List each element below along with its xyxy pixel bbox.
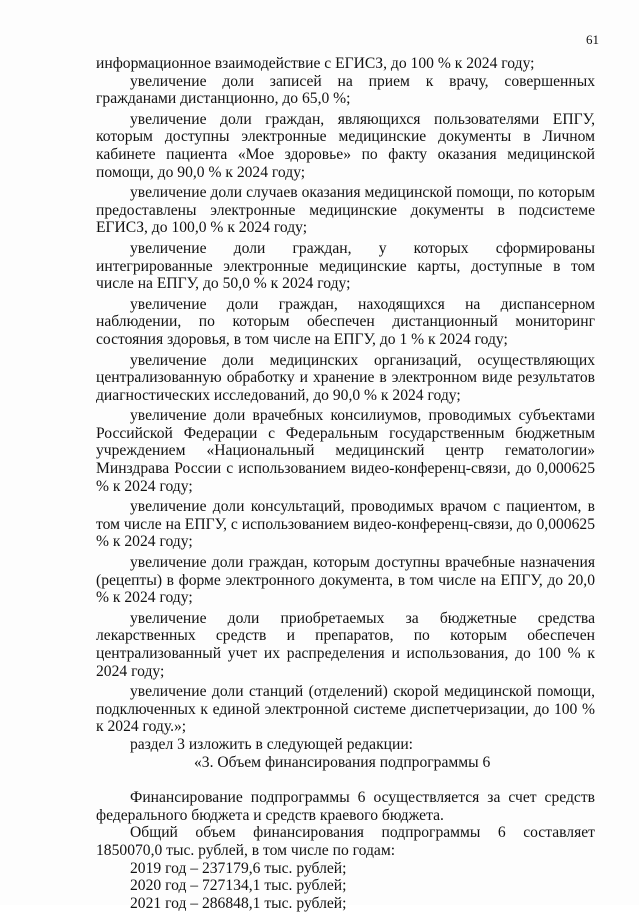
paragraph: увеличение доли медицинских организаций, осуществляющих централизованную обработку и хранение в электронном виде результатов диагностических исследований, до 90,0 % к 2024 году;: [96, 351, 595, 404]
section-gap: [96, 771, 595, 789]
financing-total: Общий объем финансирования подпрограммы 6 составляет 1850070,0 тыс. рублей, в том числе по годам:: [96, 824, 595, 859]
page-number: 61: [586, 32, 599, 47]
paragraph: увеличение доли станций (отделений) скорой медицинской помощи, подключенных к единой электронной системе диспетчеризации, до 100 % к 2024 году.»;: [96, 683, 595, 736]
paragraph: увеличение доли граждан, являющихся пользователями ЕПГУ, которым доступны электронные медицинские документы в Личном кабинете пациента «Мое здоровье» по факту оказания медицинской помощи, до 90,0 % к 2024 году;: [96, 110, 595, 181]
paragraph: увеличение доли граждан, у которых сформированы интегрированные электронные медицинские карты, доступные в том числе на ЕПГУ, до 50,0 % к 2024 году;: [96, 239, 595, 293]
paragraph: увеличение доли консультаций, проводимых врачом с пациентом, в том числе на ЕПГУ, с использованием видео-конференц-связи, до 0,000625 % к 2024 году;: [96, 498, 595, 551]
paragraph: раздел 3 изложить в следующей редакции:: [130, 735, 414, 753]
paragraph: увеличение доли граждан, находящихся на диспансерном наблюдении, по которым обеспечен дистанционный мониторинг состояния здоровья, в том числе на ЕПГУ, до 1 % к 2024 году;: [96, 295, 595, 348]
financing-year-item: 2020 год – 727134,1 тыс. рублей;: [130, 877, 347, 895]
financing-intro: Финансирование подпрограммы 6 осуществляется за счет средств федерального бюджета и средств краевого бюджета.: [96, 789, 595, 824]
section-title: «3. Объем финансирования подпрограммы 6: [194, 753, 491, 771]
paragraph: увеличение доли приобретаемых за бюджетные средства лекарственных средств и препаратов, по которым обеспечен централизованный учет их распределения и использования, до 100 % к 2024 году;: [96, 609, 595, 680]
document-body: [96, 55, 595, 912]
financing-year-item: 2021 год – 286848,1 тыс. рублей;: [130, 894, 347, 912]
paragraph: увеличение доли граждан, которым доступны врачебные назначения (рецепты) в форме электронного документа, в том числе на ЕПГУ, до 20,0 % к 2024 году;: [96, 554, 595, 607]
financing-year-item: 2019 год – 237179,6 тыс. рублей;: [130, 859, 347, 877]
paragraph: информационное взаимодействие с ЕГИСЗ, до 100 % к 2024 году;: [96, 55, 535, 72]
paragraph: увеличение доли врачебных консилиумов, проводимых субъектами Российской Федерации с Федеральным государственным бюджетным учреждением «Национальный медицинский центр гематологии» Минздрава России с использованием видео-конференц-связи, до 0,000625 % к 2024 году;: [96, 407, 595, 495]
paragraph: увеличение доли записей на прием к врачу, совершенных гражданами дистанционно, до 65,0 %;: [96, 72, 595, 108]
paragraph: увеличение доли случаев оказания медицинской помощи, по которым предоставлены электронные медицинские документы в подсистеме ЕГИСЗ, до 100,0 % к 2024 году;: [96, 184, 595, 237]
